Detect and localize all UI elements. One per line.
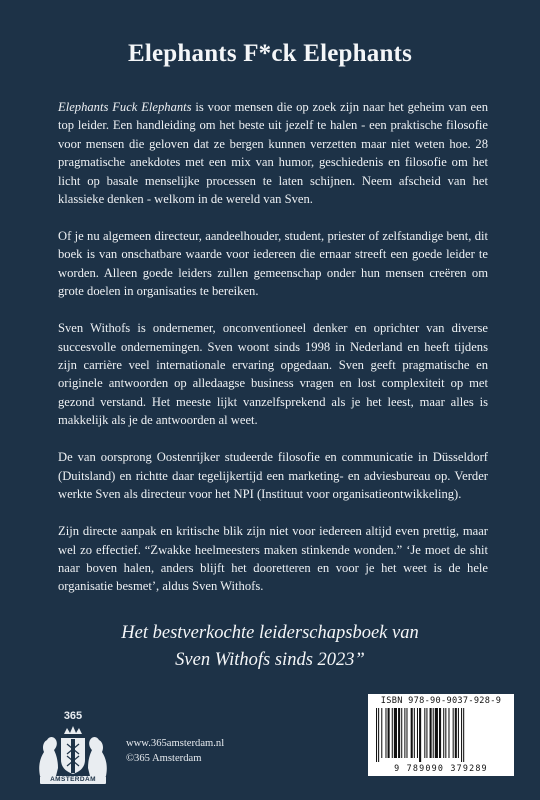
paragraph-author-background: De van oorsprong Oostenrijker studeerde filosofie en communicatie in Düsseldorf (Duitsland) en richtte daar tegelijkertijd een marketing- en adviesbureau op. Verder werkte Sven als directeur voor het NPI (Instituut voor organisatieontwikkeling). — [58, 450, 488, 502]
isbn-barcode — [368, 694, 514, 776]
back-cover-blurb — [58, 98, 488, 614]
book-title-inline: Elephants Fuck Elephants — [58, 100, 192, 114]
publisher-website: www.365amsterdam.nl — [126, 738, 225, 749]
paragraph-audience: Of je nu algemeen directeur, aandeelhouder, student, priester of zelfstandige bent, dit boek is van onschatbare waarde voor iedereen die ernaar streeft een goede leider te worden. Alleen goede leiders zullen gemeenschap onder hun mensen creëren om grote doelen in organisaties te bereiken. — [58, 229, 488, 299]
logo-name: AMSTERDAM — [50, 776, 96, 783]
tagline-quote — [0, 620, 540, 674]
paragraph-approach: Zijn directe aanpak en kritische blik zijn niet voor iedereen altijd even prettig, maar wel zo effectief. “Zwakke heelmeesters maken stinkende wonden.” ‘Je moet de shit naar boven halen, anders blijft het dooretteren en voor je het weet is de hele organisatie besmet’, aldus Sven Withofs. — [58, 524, 488, 594]
book-title: Elephants F*ck Elephants — [127, 40, 413, 67]
publisher-info — [126, 736, 224, 766]
isbn-label: ISBN 978-90-9037-928-9 — [380, 696, 502, 706]
paragraph-author-bio: Sven Withofs is ondernemer, onconventioneel denker en oprichter van diverse succesvolle ondernemingen. Sven woont sinds 1998 in Nederland en heeft tijdens zijn carrière veel internationale ervaring opgedaan. Sven geeft pragmatische en originele antwoorden op alledaagse business vragen en lost complexiteit op met gezond verstand. Het meeste lijkt vanzelfsprekend als je het leest, maar alles is makkelijk als je de antwoorden al weet. — [58, 321, 488, 428]
logo-number: 365 — [63, 710, 83, 722]
publisher-logo — [34, 710, 112, 786]
paragraph-intro-text: is voor mensen die op zoek zijn naar het geheim van een top leider. Een handleiding om het beste uit jezelf te halen - een praktische filosofie voor mensen die geloven dat ze bergen kunnen verzetten maar niet weten hoe. 28 pragmatische anekdotes met een mix van humor, geschiedenis en filosofie om het licht op basale menselijke processen te laten schijnen. Neem afscheid van het klassieke denken - welkom in de wereld van Sven. — [58, 100, 488, 207]
tagline-line-1: Het bestverkochte leiderschapsboek van — [121, 623, 419, 643]
paragraph-intro — [58, 98, 488, 208]
barcode-icon — [374, 708, 508, 762]
barcode-number: 9 789090 379289 — [394, 763, 488, 773]
tagline-line-2: Sven Withofs sinds 2023” — [175, 650, 365, 670]
publisher-copyright: ©365 Amsterdam — [126, 753, 202, 764]
